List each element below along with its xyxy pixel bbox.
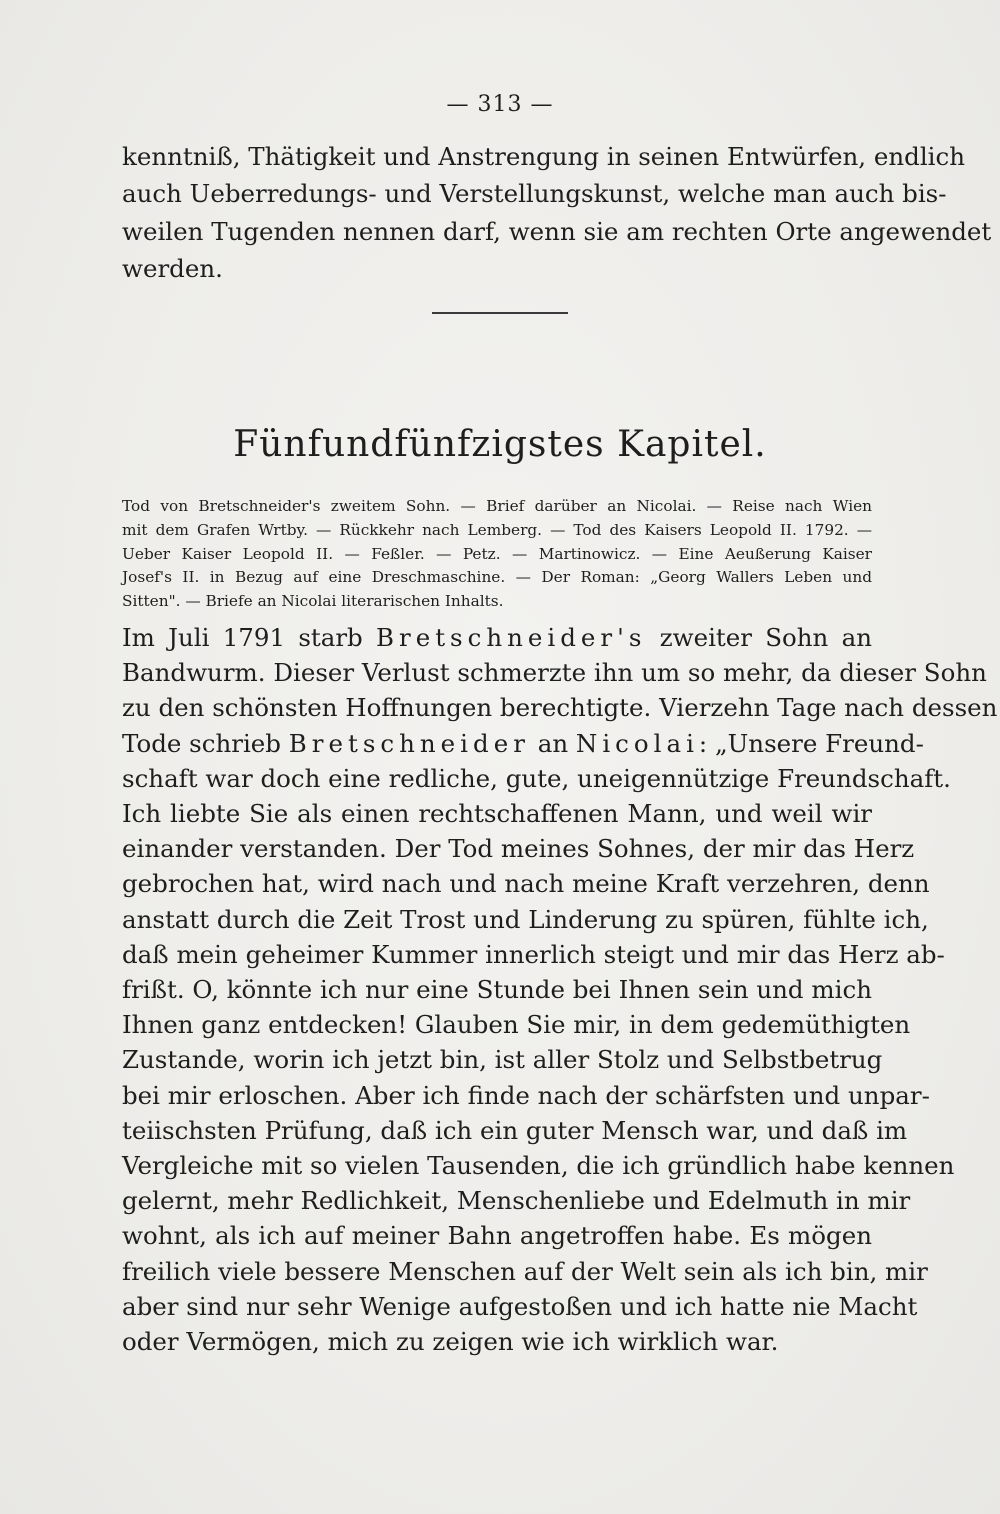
text-line: freilich viele bessere Menschen auf der Welt sein als ich bin, mir bbox=[122, 1256, 928, 1286]
text-line: wohnt, als ich auf meiner Bahn angetroffen habe. Es mögen bbox=[122, 1221, 872, 1251]
text-line: kenntniß, Thätigkeit und Anstrengung in seinen Entwürfen, endlich bbox=[122, 142, 966, 171]
text-line: oder Vermögen, mich zu zeigen wie ich wirklich war. bbox=[122, 1327, 779, 1357]
text-line bbox=[122, 620, 872, 655]
text-line: gelernt, mehr Redlichkeit, Menschenliebe und Edelmuth in mir bbox=[122, 1186, 911, 1216]
person-name: Bretschneider bbox=[288, 728, 530, 758]
text-line: schaft war doch eine redliche, gute, uneigennützige Freundschaft. bbox=[122, 763, 951, 793]
person-name: Nicolai bbox=[575, 728, 699, 758]
text-line: aber sind nur sehr Wenige aufgestoßen und ich hatte nie Macht bbox=[122, 1291, 918, 1321]
summary-line: Tod von Bretschneider's zweitem Sohn. — Brief darüber an Nicolai. — Reise nach Wien bbox=[122, 497, 872, 515]
text-line: bei mir erloschen. Aber ich finde nach der schärfsten und unpar- bbox=[122, 1080, 930, 1110]
text-line: auch Ueberredungs- und Verstellungskunst, welche man auch bis- bbox=[122, 179, 947, 209]
text-line: anstatt durch die Zeit Trost und Linderung zu spüren, fühlte ich, bbox=[122, 904, 929, 934]
text-line: einander verstanden. Der Tod meines Sohnes, der mir das Herz bbox=[122, 834, 915, 864]
text-run: : „Unsere Freund- bbox=[698, 728, 924, 758]
text-run: Tode schrieb bbox=[122, 728, 289, 758]
summary-line: Ueber Kaiser Leopold II. — Feßler. — Petz. — Martinowicz. — Eine Aeußerung Kaiser bbox=[122, 544, 872, 563]
text-line: zu den schönsten Hoffnungen berechtigte. Vierzehn Tage nach dessen bbox=[122, 693, 998, 723]
text-line: Ihnen ganz entdecken! Glauben Sie mir, in dem gedemüthigten bbox=[122, 1010, 911, 1040]
text-line: Zustande, worin ich jetzt bin, ist aller Stolz und Selbstbetrug bbox=[122, 1045, 883, 1075]
text-line: frißt. O, könnte ich nur eine Stunde bei Ihnen sein und mich bbox=[122, 975, 872, 1005]
chapter-title: Fünfundfünfzigstes Kapitel. bbox=[233, 424, 767, 465]
text-line: weilen Tugenden nennen darf, wenn sie am rechten Orte angewendet bbox=[122, 216, 992, 246]
chapter-summary bbox=[122, 495, 872, 614]
text-run: zweiter Sohn an bbox=[646, 623, 872, 652]
summary-line: Sitten". — Briefe an Nicolai literarischen Inhalts. bbox=[122, 592, 504, 611]
page-number: — 313 — bbox=[446, 92, 554, 117]
section-divider bbox=[432, 312, 568, 314]
text-line: Ich liebte Sie als einen rechtschaffenen Mann, und weil wir bbox=[122, 799, 872, 829]
body-paragraph bbox=[122, 620, 998, 1359]
text-line: Vergleiche mit so vielen Tausenden, die ich gründlich habe kennen bbox=[122, 1151, 955, 1181]
text-line: werden. bbox=[122, 253, 223, 283]
person-name: Bretschneider's bbox=[376, 623, 647, 652]
text-run: Im Juli 1791 starb bbox=[122, 623, 376, 652]
text-line: teiischsten Prüfung, daß ich ein guter Mensch war, und daß im bbox=[122, 1115, 908, 1145]
text-line: daß mein geheimer Kummer innerlich steigt und mir das Herz ab- bbox=[122, 939, 945, 969]
text-line: Bandwurm. Dieser Verlust schmerzte ihn um so mehr, da dieser Sohn bbox=[122, 658, 987, 688]
text-line bbox=[122, 726, 924, 761]
text-line: gebrochen hat, wird nach und nach meine Kraft verzehren, denn bbox=[122, 869, 930, 899]
continuation-paragraph bbox=[122, 138, 992, 287]
summary-line: Josef's II. in Bezug auf eine Dreschmaschine. — Der Roman: „Georg Wallers Leben und bbox=[122, 568, 872, 587]
text-run: an bbox=[529, 728, 576, 758]
summary-line: mit dem Grafen Wrtby. — Rückkehr nach Lemberg. — Tod des Kaisers Leopold II. 1792. — bbox=[122, 520, 872, 539]
